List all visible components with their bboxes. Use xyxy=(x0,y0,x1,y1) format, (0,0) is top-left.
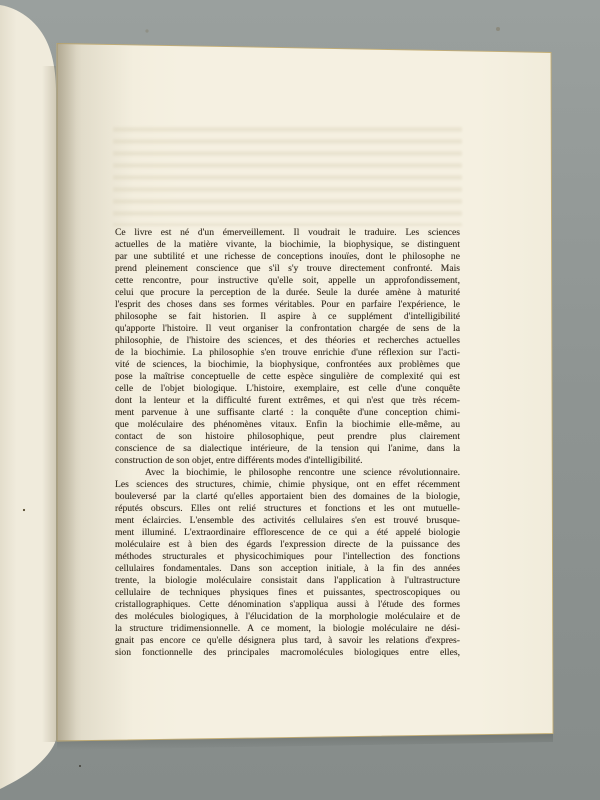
text-line: Les sciences des structures, chimie, chimie physique, ont en effet récemment xyxy=(115,479,460,490)
text-line: philosophie, de l'histoire des sciences, et des théories et recherches actuelles xyxy=(115,335,460,346)
text-line: bouleversé par la clarté qu'elles apportaient bien des domaines de la biologie, xyxy=(115,491,460,502)
text-line: cette rencontre, pour instructive qu'elle soit, appelle un approfondissement, xyxy=(115,275,460,286)
text-line: vité de sciences, la biochimie, la biophysique, confrontées aux problèmes que xyxy=(115,359,460,370)
text-line: philosophe se fait historien. Il aspire à ce supplément d'intelligibilité xyxy=(115,311,460,322)
left-page-edge-shadow xyxy=(42,66,56,742)
text-line: cellulaires fondamentales. Dans son acception initiale, à la fin des années xyxy=(115,563,460,574)
text-line: prend pleinement conscience que s'il s'y trouve directement confronté. Mais xyxy=(115,263,460,274)
text-line: Avec la biochimie, le philosophe rencontre une science révolutionnaire. xyxy=(145,467,460,478)
dust-speck xyxy=(496,27,500,31)
text-line: gnait pas encore ce qu'elle désignera plus tard, à savoir les relations d'expres- xyxy=(115,635,460,646)
text-line: cristallographiques. Cette dénomination s'appliqua aussi à l'étude des formes xyxy=(115,599,460,610)
text-line: la structure tridimensionnelle. A ce moment, la biologie moléculaire ne dési- xyxy=(115,623,460,634)
page-text xyxy=(115,227,460,659)
text-line: méthodes structurales et physicochimiques pour l'intellection des fonctions xyxy=(115,551,460,562)
text-line: dont la lenteur et la difficulté furent extrêmes, et qui n'est que très récem- xyxy=(115,395,460,406)
text-line: actuelles de la matière vivante, la biochimie, la biophysique, se distinguent xyxy=(115,239,460,250)
text-line: ment éclaircies. L'ensemble des activités cellulaires s'en est trouvé brusque- xyxy=(115,515,460,526)
text-line: trente, la biologie moléculaire consistait dans l'application à l'ultrastructure xyxy=(115,575,460,586)
dust-speck xyxy=(145,29,148,32)
text-line: des molécules biologiques, à l'élucidation de la morphologie moléculaire et de xyxy=(115,611,460,622)
text-line: construction de son objet, entre différents modes d'intelligibilité. xyxy=(115,455,363,466)
text-line: que moléculaire des phénomènes vitaux. Enfin la biochimie elle-même, au xyxy=(115,419,460,430)
text-line: conscience de sa dialectique intérieure, de la tension qui l'anime, dans la xyxy=(115,443,460,454)
text-line: qu'apporte l'histoire. Il veut organiser la confrontation chargée de sens de la xyxy=(115,323,460,334)
text-line: l'esprit des choses dans ses formes véritables. Pour en parfaire l'expérience, le xyxy=(115,299,460,310)
text-line: sion fonctionnelle des principales macromolécules biologiques entre elles, xyxy=(115,647,460,658)
text-line: ment parvenue à une suffisante clarté : la conquête d'une conception chimi- xyxy=(115,407,460,418)
text-line: celle de l'objet biologique. L'histoire, exemplaire, est celle d'une conquête xyxy=(115,383,460,394)
text-line: réputés obscurs. Elles ont relié structures et fonctions et les ont mutuelle- xyxy=(115,503,460,514)
text-line: contact de son histoire philosophique, peut prendre plus clairement xyxy=(115,431,460,442)
text-line: cellulaire de techniques physiques fines et puissantes, spectroscopiques ou xyxy=(115,587,460,598)
text-line: par une subtilité et une richesse de conceptions inouïes, dont le philosophe ne xyxy=(115,251,460,262)
dust-speck xyxy=(79,765,81,767)
text-line: moléculaire est à bien des égards l'expression directe de la puissance des xyxy=(115,539,460,550)
text-line: celui que procure la perception de la durée. Seule la durée amène à maturité xyxy=(115,287,460,298)
dust-speck xyxy=(23,509,25,511)
text-line: pose la maîtrise conceptuelle de cette espèce singulière de complexité qui est xyxy=(115,371,460,382)
text-line: ment illuminé. L'extraordinaire efflorescence de ce qui a été appelé biologie xyxy=(115,527,460,538)
text-line: Ce livre est né d'un émerveillement. Il voudrait le traduire. Les sciences xyxy=(115,227,460,238)
text-line: de la biochimie. La philosophie s'en trouve enrichie d'une réflexion sur l'acti- xyxy=(115,347,460,358)
verso-show-through xyxy=(113,122,462,226)
